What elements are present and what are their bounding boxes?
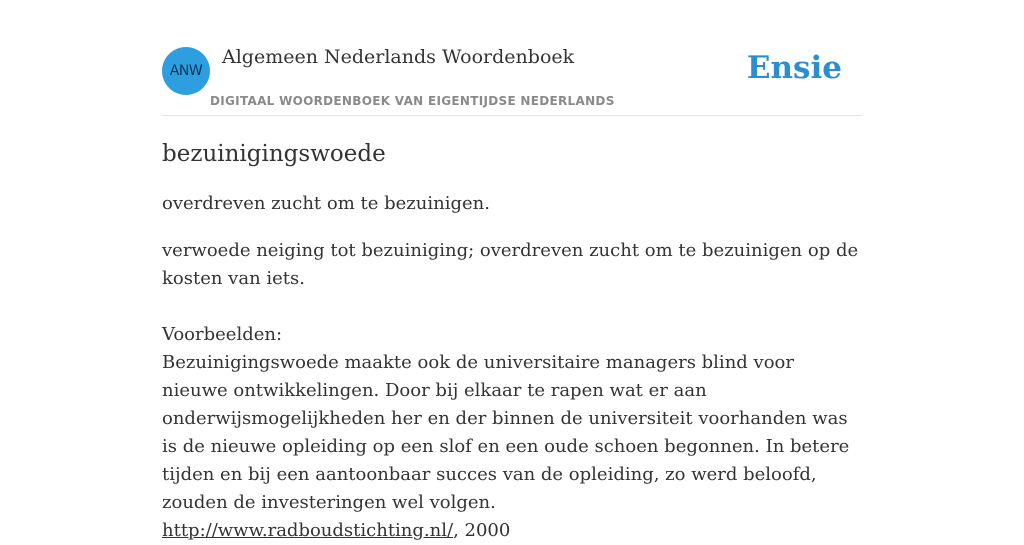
examples-section: [162, 321, 862, 545]
anw-logo[interactable]: ANW: [162, 47, 210, 95]
definition-short: overdreven zucht om te bezuinigen.: [162, 193, 490, 214]
site-title[interactable]: Algemeen Nederlands Woordenboek: [222, 46, 575, 68]
examples-label: Voorbeelden:: [162, 324, 283, 345]
dictionary-entry: [162, 138, 862, 545]
source-link[interactable]: http://www.radboudstichting.nl/: [162, 520, 454, 541]
ensie-logo[interactable]: Ensie: [746, 50, 842, 86]
definition-long: verwoede neiging tot bezuiniging; overdreven zucht om te bezuinigen op de kosten van iets.: [162, 240, 859, 289]
source-year: , 2000: [453, 520, 511, 541]
example-source: [162, 517, 862, 545]
site-header: [162, 46, 862, 116]
example-text: Bezuinigingswoede maakte ook de universitaire managers blind voor nieuwe ontwikkelingen. Door bij elkaar te rapen wat er aan onderwijsmogelijkheden her en der binnen de universiteit voorhanden was is de nieuwe opleiding op een slof en een oude schoen begonnen. In betere tijden en bij een aantoonbaar succes van de opleiding, zo werd beloofd, zouden de investeringen wel volgen.: [162, 352, 850, 513]
header-divider: [162, 115, 862, 116]
site-subtitle: DIGITAAL WOORDENBOEK VAN EIGENTIJDSE NEDERLANDS: [210, 94, 615, 108]
entry-headword: bezuinigingswoede: [162, 141, 386, 167]
